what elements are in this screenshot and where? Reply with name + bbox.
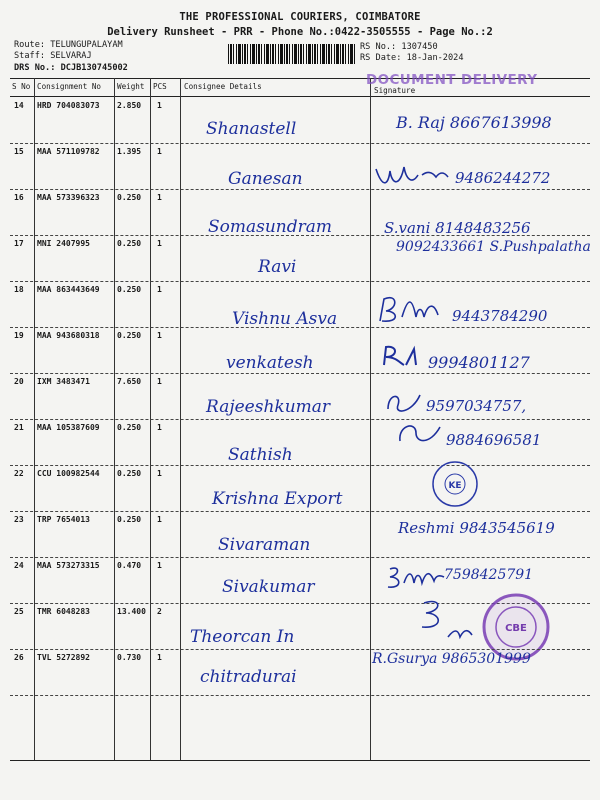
signature-scribble xyxy=(372,157,462,191)
consignee-handwriting: Ganesan xyxy=(228,169,303,189)
signature-scribble xyxy=(380,343,424,369)
table-row xyxy=(0,465,600,511)
signature-handwriting: 9443784290 xyxy=(452,307,548,325)
table-row xyxy=(0,511,600,557)
drs-value: DCJB130745002 xyxy=(60,63,128,73)
row-consignment: MAA 105387609 xyxy=(37,423,100,432)
table-row xyxy=(0,97,600,143)
row-weight: 7.650 xyxy=(117,377,142,386)
row-consignment: TVL 5272892 xyxy=(37,653,90,662)
signature-handwriting: 9884696581 xyxy=(446,431,542,449)
consignee-handwriting: Shanastell xyxy=(206,119,297,139)
table-row xyxy=(0,327,600,373)
route-label: Route: xyxy=(14,40,46,50)
row-sno: 24 xyxy=(14,561,24,570)
row-pcs: 1 xyxy=(157,423,162,432)
signature-handwriting: 9994801127 xyxy=(428,353,530,372)
staff-line xyxy=(14,51,92,61)
col-head-consignment: Consignment No xyxy=(37,82,102,91)
document-delivery-stamp: DOCUMENT DELIVERY xyxy=(366,72,538,88)
row-sno: 19 xyxy=(14,331,24,340)
signature-handwriting: 9486244272 xyxy=(455,169,551,187)
table-row xyxy=(0,143,600,189)
row-consignment: MAA 943680318 xyxy=(37,331,100,340)
signature-handwriting: S.vani 8148483256 xyxy=(384,219,531,237)
table-row xyxy=(0,281,600,327)
consignee-handwriting: Krishna Export xyxy=(212,489,343,509)
table-row xyxy=(0,373,600,419)
route-line xyxy=(14,40,123,50)
consignee-handwriting: Somasundram xyxy=(208,217,333,237)
signature-scribble xyxy=(396,419,444,449)
signature-handwriting: 9597034757, xyxy=(426,397,527,415)
signature-scribble xyxy=(384,389,424,417)
row-weight: 0.250 xyxy=(117,423,142,432)
row-pcs: 1 xyxy=(157,331,162,340)
row-weight: 0.250 xyxy=(117,331,142,340)
row-weight: 13.400 xyxy=(117,607,146,616)
route-value: TELUNGUPALAYAM xyxy=(50,40,123,50)
signature-handwriting: Reshmi 9843545619 xyxy=(398,519,555,537)
row-sno: 25 xyxy=(14,607,24,616)
row-pcs: 1 xyxy=(157,515,162,524)
rs-date-value: 18-Jan-2024 xyxy=(406,53,464,63)
col-head-pcs: PCS xyxy=(153,82,167,91)
signature-handwriting: R.Gsurya 9865301999 xyxy=(372,651,531,667)
row-sno: 26 xyxy=(14,653,24,662)
rs-no-value: 1307450 xyxy=(401,42,438,52)
table-bottom-rule xyxy=(10,760,590,761)
row-consignment: MAA 573273315 xyxy=(37,561,100,570)
consignee-handwriting: Sathish xyxy=(228,445,293,465)
row-sno: 14 xyxy=(14,101,24,110)
row-sno: 15 xyxy=(14,147,24,156)
row-weight: 0.250 xyxy=(117,285,142,294)
row-sno: 16 xyxy=(14,193,24,202)
row-pcs: 2 xyxy=(157,607,162,616)
col-head-sno: S No xyxy=(12,82,31,91)
svg-text:KE: KE xyxy=(448,481,462,491)
row-consignment: TMR 6048283 xyxy=(37,607,90,616)
consignee-handwriting: Vishnu Asva xyxy=(232,309,338,329)
row-pcs: 1 xyxy=(157,561,162,570)
row-consignment: MNI 2407995 xyxy=(37,239,90,248)
signature-handwriting: 7598425791 xyxy=(444,567,534,583)
signature-handwriting: 9092433661 S.Pushpalatha xyxy=(396,239,591,255)
consignee-handwriting: Sivaraman xyxy=(218,535,311,555)
col-head-signature: Signature xyxy=(374,86,416,95)
table-row xyxy=(0,603,600,649)
company-title: THE PROFESSIONAL COURIERS, COIMBATORE xyxy=(179,11,421,23)
signature-scribble xyxy=(412,597,482,647)
row-pcs: 1 xyxy=(157,101,162,110)
barcode xyxy=(228,44,356,64)
row-pcs: 1 xyxy=(157,469,162,478)
row-pcs: 1 xyxy=(157,377,162,386)
row-pcs: 1 xyxy=(157,653,162,662)
row-consignment: MAA 863443649 xyxy=(37,285,100,294)
row-weight: 0.250 xyxy=(117,515,142,524)
staff-label: Staff: xyxy=(14,51,46,61)
row-pcs: 1 xyxy=(157,285,162,294)
table-row xyxy=(0,649,600,695)
row-weight: 1.395 xyxy=(117,147,142,156)
rs-no-line xyxy=(360,42,438,52)
signature-scribble xyxy=(374,291,454,327)
col-head-consignee: Consignee Details xyxy=(184,82,262,91)
consignee-handwriting: Rajeeshkumar xyxy=(206,397,331,417)
svg-text:CBE: CBE xyxy=(505,623,527,634)
rs-date-line xyxy=(360,53,464,63)
table-row xyxy=(0,419,600,465)
consignee-handwriting: venkatesh xyxy=(226,353,314,373)
row-pcs: 1 xyxy=(157,147,162,156)
krishna-exports-seal xyxy=(430,459,480,509)
rs-date-label: RS Date: xyxy=(360,53,402,63)
row-weight: 0.250 xyxy=(117,193,142,202)
row-weight: 0.250 xyxy=(117,239,142,248)
col-head-weight: Weight xyxy=(117,82,145,91)
runsheet-subtitle: Delivery Runsheet - PRR - Phone No.:0422-3505555 - Page No.:2 xyxy=(107,26,493,38)
row-weight: 0.730 xyxy=(117,653,142,662)
consignee-handwriting: Theorcan In xyxy=(190,627,295,647)
row-consignment: MAA 571109782 xyxy=(37,147,100,156)
drs-line xyxy=(14,63,128,73)
row-consignment: MAA 573396323 xyxy=(37,193,100,202)
consignee-handwriting: Sivakumar xyxy=(222,577,315,597)
staff-value: SELVARAJ xyxy=(50,51,92,61)
table-row xyxy=(0,235,600,281)
drs-label: DRS No.: xyxy=(14,63,56,73)
row-sno: 23 xyxy=(14,515,24,524)
signature-handwriting: B. Raj 8667613998 xyxy=(396,113,552,132)
row-consignment: TRP 7654013 xyxy=(37,515,90,524)
row-sno: 17 xyxy=(14,239,24,248)
row-weight: 2.850 xyxy=(117,101,142,110)
row-consignment: CCU 100982544 xyxy=(37,469,100,478)
row-consignment: IXM 3483471 xyxy=(37,377,90,386)
row-weight: 0.470 xyxy=(117,561,142,570)
signature-scribble xyxy=(384,563,448,593)
row-pcs: 1 xyxy=(157,239,162,248)
row-sno: 18 xyxy=(14,285,24,294)
consignee-handwriting: Ravi xyxy=(258,257,297,277)
row-divider xyxy=(10,695,590,696)
row-sno: 22 xyxy=(14,469,24,478)
row-pcs: 1 xyxy=(157,193,162,202)
row-consignment: HRD 704083073 xyxy=(37,101,100,110)
rs-no-label: RS No.: xyxy=(360,42,397,52)
consignee-handwriting: chitradurai xyxy=(200,667,297,687)
row-weight: 0.250 xyxy=(117,469,142,478)
row-sno: 21 xyxy=(14,423,24,432)
row-sno: 20 xyxy=(14,377,24,386)
table-row xyxy=(0,189,600,235)
